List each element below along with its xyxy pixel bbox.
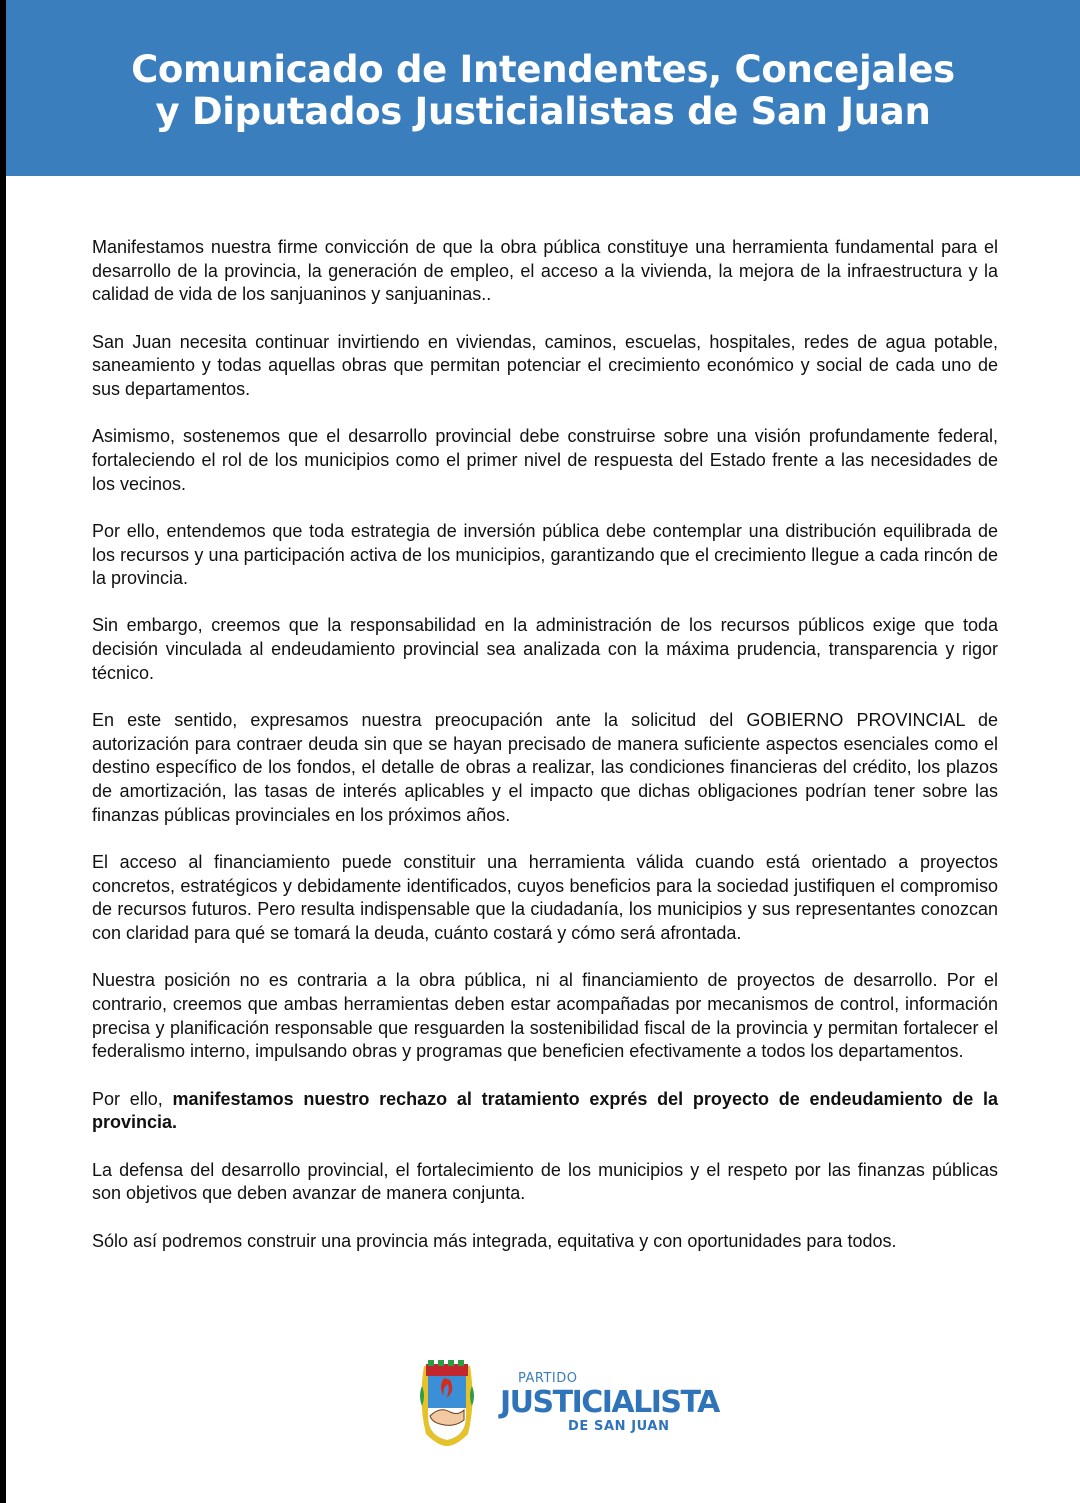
statement-body: [92, 236, 998, 1277]
party-logo: [416, 1352, 719, 1452]
logo-partido: PARTIDO: [518, 1371, 578, 1386]
title-line-1: Comunicado de Intendentes, Concejales: [131, 48, 955, 91]
paragraph-2: San Juan necesita continuar invirtiendo en viviendas, caminos, escuelas, hospitales, redes de agua potable, saneamiento y todas aquellas obras que permitan potenciar el crecimiento económico y social de cada uno de sus departamentos.: [92, 331, 998, 400]
paragraph-1: Manifestamos nuestra firme convicción de que la obra pública constituye una herramienta fundamental para el desarrollo de la provincia, la generación de empleo, el acceso a la vivienda, la mejora de la infraestructura y la calidad de vida de los sanjuaninos y sanjuaninas..: [92, 237, 998, 305]
title-line-2: y Diputados Justicialistas de San Juan: [155, 90, 931, 133]
rejection-paragraph: [92, 1088, 998, 1135]
paragraph-3: Asimismo, sostenemos que el desarrollo provincial debe construirse sobre una visión profundamente federal, fortaleciendo el rol de los municipios como el primer nivel de respuesta del Estado frente a las necesidades de los vecinos.: [92, 426, 998, 494]
closing-paragraph-1: La defensa del desarrollo provincial, el fortalecimiento de los municipios y el respeto por las finanzas públicas son objetivos que deben avanzar de manera conjunta.: [92, 1159, 998, 1204]
closing-paragraph-2: Sólo así podremos construir una provincia más integrada, equitativa y con oportunidades para todos.: [92, 1230, 897, 1251]
page-title: [131, 43, 955, 133]
paragraph-8: Nuestra posición no es contraria a la obra pública, ni al financiamiento de proyectos de desarrollo. Por el contrario, creemos que ambas herramientas deben estar acompañadas por mecanismos de control, información precisa y planificación responsable que resguarden la sostenibilidad fiscal de la provincia y permitan fortalecer el federalismo interno, impulsando obras y programas que beneficien efectivamente a todos los departamentos.: [92, 970, 998, 1062]
paragraph-6: En este sentido, expresamos nuestra preocupación ante la solicitud del GOBIERNO PROVINCIAL de autorización para contraer deuda sin que se hayan precisado de manera suficiente aspectos esenciales como el destino específico de los fondos, el detalle de obras a realizar, las condiciones financieras del crédito, los plazos de amortización, las tasas de interés aplicables y el impacto que dichas obligaciones podrían tener sobre las finanzas públicas provinciales en los próximos años.: [92, 710, 998, 825]
paragraph-5: Sin embargo, creemos que la responsabilidad en la administración de los recursos públicos exige que toda decisión vinculada al endeudamiento provincial sea analizada con la máxima prudencia, transparencia y rigor técnico.: [92, 615, 998, 683]
logo-wordmark: [500, 1367, 719, 1437]
logo-name: JUSTICIALISTA: [500, 1385, 719, 1420]
paragraph-4: Por ello, entendemos que toda estrategia de inversión pública debe contemplar una distribución equilibrada de los recursos y una participación activa de los municipios, garantizando que el crecimiento llegue a cada rincón de la provincia.: [92, 520, 998, 589]
rejection-statement: manifestamos nuestro rechazo al tratamiento exprés del proyecto de endeudamiento de la provincia.: [92, 1088, 998, 1133]
header-banner: [6, 0, 1080, 176]
pj-shield-icon: [416, 1356, 478, 1448]
left-frame-border: [0, 0, 6, 1503]
rejection-lead: Por ello,: [92, 1088, 173, 1109]
paragraph-7: El acceso al financiamiento puede constituir una herramienta válida cuando está orientado a proyectos concretos, estratégicos y debidamente identificados, cuyos beneficios para la sociedad justifiquen el compromiso de recursos futuros. Pero resulta indispensable que la ciudadanía, los municipios y sus representantes conozcan con claridad para qué se tomará la deuda, cuánto costará y cómo será afrontada.: [92, 852, 998, 944]
logo-subtitle: DE SAN JUAN: [568, 1419, 670, 1434]
